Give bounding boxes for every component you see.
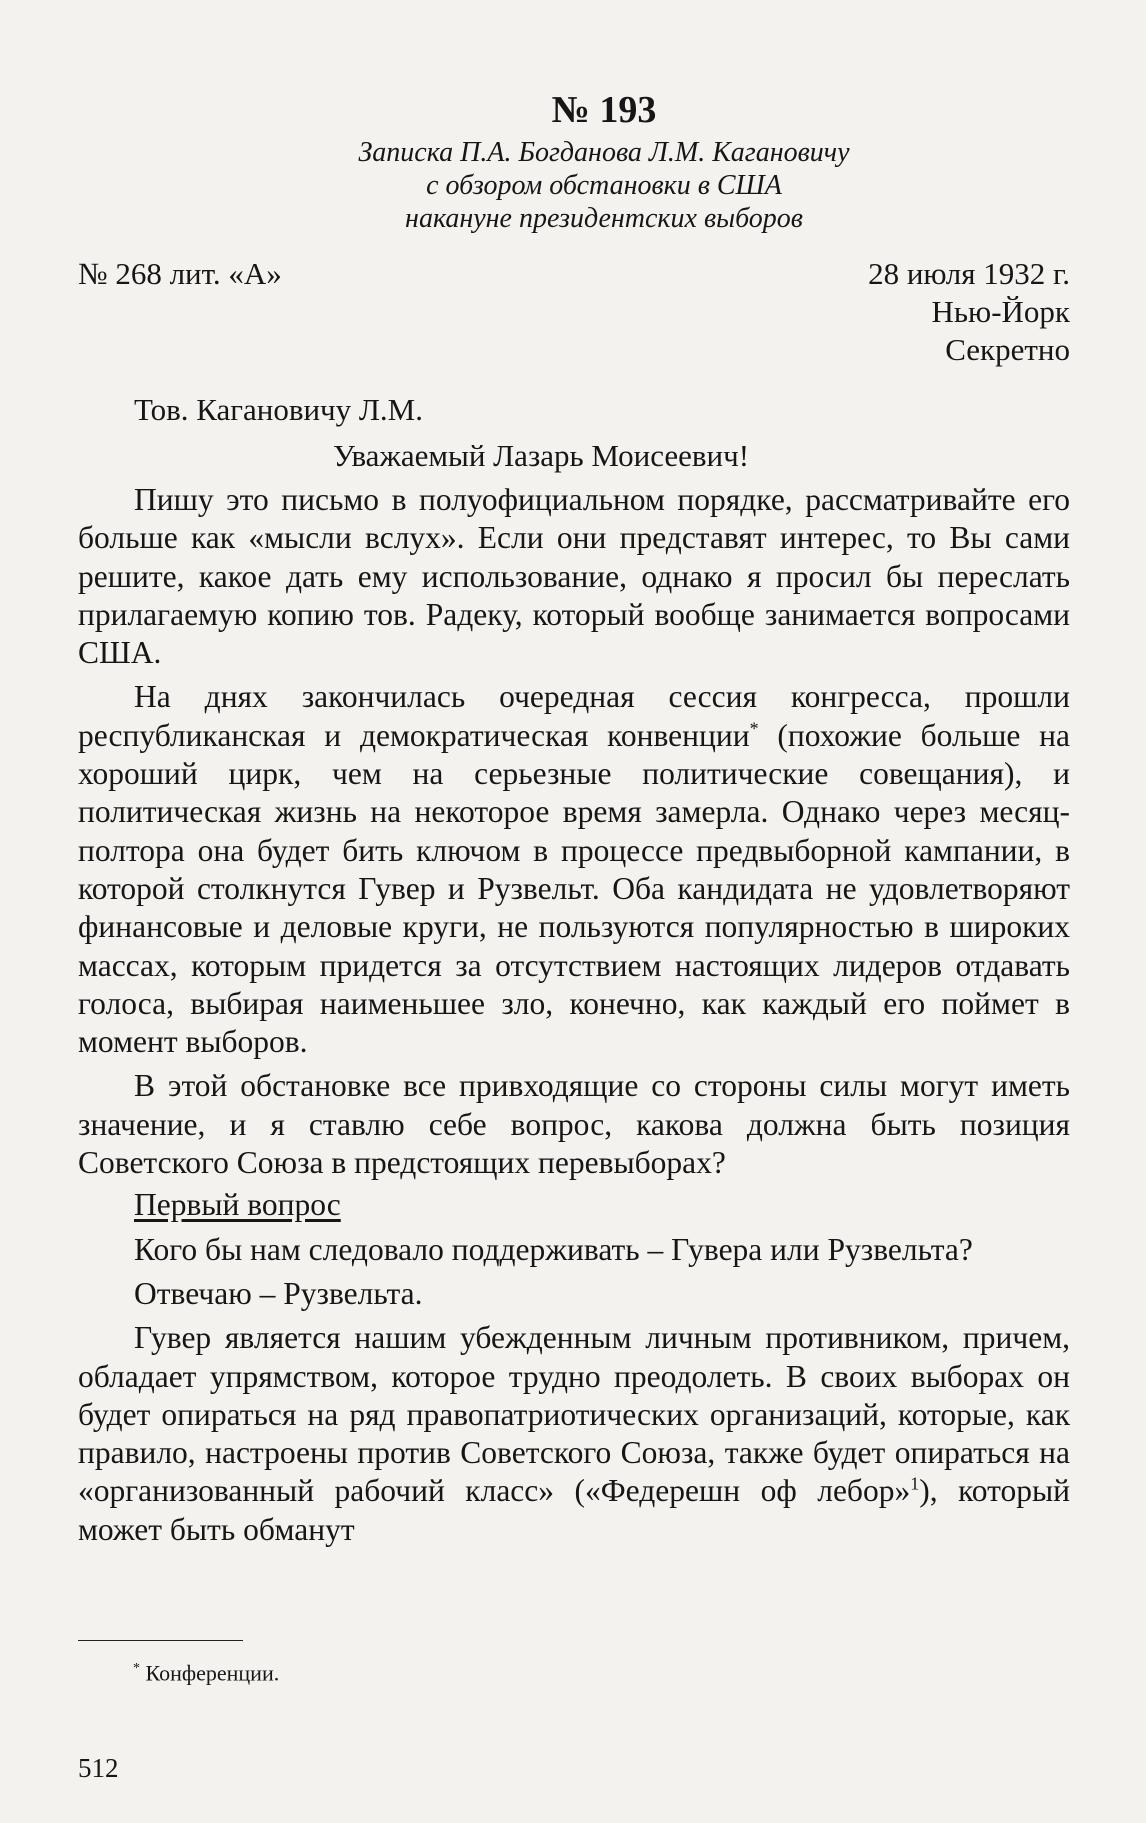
document-place: Нью-Йорк bbox=[931, 294, 1070, 329]
footnote-divider bbox=[78, 1640, 243, 1641]
paragraph-text: Гувер является нашим убежденным личным противником, причем, обладает упрямством, которое трудно преодолеть. В своих выборах он будет опираться на ряд правопатриотических организаций, которые, как правило, настроены против Советского Союза, также будет опираться на «организованный рабочий класс» («Федерешн оф лебор» bbox=[78, 1320, 1070, 1509]
body-paragraph: В этой обстановке все привходящие со стороны силы могут иметь значение, и я ставлю себе вопрос, какова должна быть позиция Советского Союза в предстоящих перевыборах? bbox=[78, 1068, 1070, 1181]
footnote-text: Конференции. bbox=[145, 1660, 280, 1686]
document-title bbox=[138, 136, 1070, 235]
paragraph-text: ), который может быть обманут bbox=[78, 1473, 1070, 1547]
footnote-marker: * bbox=[749, 718, 759, 739]
classification-stamp: Секретно bbox=[945, 332, 1070, 367]
body-paragraph: Пишу это письмо в полуофициальном порядке, рассматривайте его больше как «мысли вслух». Если они представят интерес, то Вы сами решите, какое дать ему использование, однако я просил бы переслать прилагаемую копию тов. Радеку, который вообще занимается вопросами США. bbox=[78, 482, 1070, 671]
addressee: Тов. Кагановичу Л.М. bbox=[134, 392, 423, 427]
salutation: Уважаемый Лазарь Моисеевич! bbox=[333, 438, 750, 473]
footnote-mark: * bbox=[133, 1661, 140, 1676]
body-paragraph: Кого бы нам следовало поддерживать – Гувера или Рузвельта? bbox=[134, 1231, 973, 1267]
footnote-area bbox=[78, 1640, 1070, 1687]
body-paragraph bbox=[78, 1319, 1070, 1549]
document-title-line: накануне президентских выборов bbox=[405, 203, 803, 234]
document-title-line: Записка П.А. Богданова Л.М. Кагановичу bbox=[358, 137, 850, 168]
registration-number: № 268 лит. «А» bbox=[78, 256, 282, 291]
document-date: 28 июля 1932 г. bbox=[868, 256, 1070, 291]
paragraph-text: (похожие больше на хороший цирк, чем на серьезные политические совещания), и политическая жизнь на некоторое время замерла. Однако через месяц-полтора она будет бить ключом в процессе предвыборной кампании, в которой столкнутся Гувер и Рузвельт. Оба кандидата не удовлетворяют финансовые и деловые круги, не пользуются популярностью в широких массах, которым придется за отсутствием настоящих лидеров отдавать голоса, выбирая наименьшее зло, конечно, как каждый его поймет в момент выборов. bbox=[78, 717, 1070, 1060]
document-title-line: с обзором обстановки в США bbox=[426, 170, 782, 201]
paragraph-text: На днях закончилась очередная сессия конгресса, прошли республиканская и демократическая конвенции bbox=[78, 679, 1070, 753]
page-number: 512 bbox=[78, 1753, 119, 1783]
body-paragraph bbox=[78, 678, 1070, 1061]
footnote bbox=[78, 1655, 1070, 1687]
document-number: № 193 bbox=[551, 89, 657, 131]
document-meta-row bbox=[78, 255, 1070, 293]
body-paragraph: Отвечаю – Рузвельта. bbox=[134, 1275, 423, 1311]
section-heading: Первый вопрос bbox=[134, 1187, 341, 1223]
document-page bbox=[78, 88, 1070, 1549]
footnote-marker: 1 bbox=[910, 1473, 920, 1494]
